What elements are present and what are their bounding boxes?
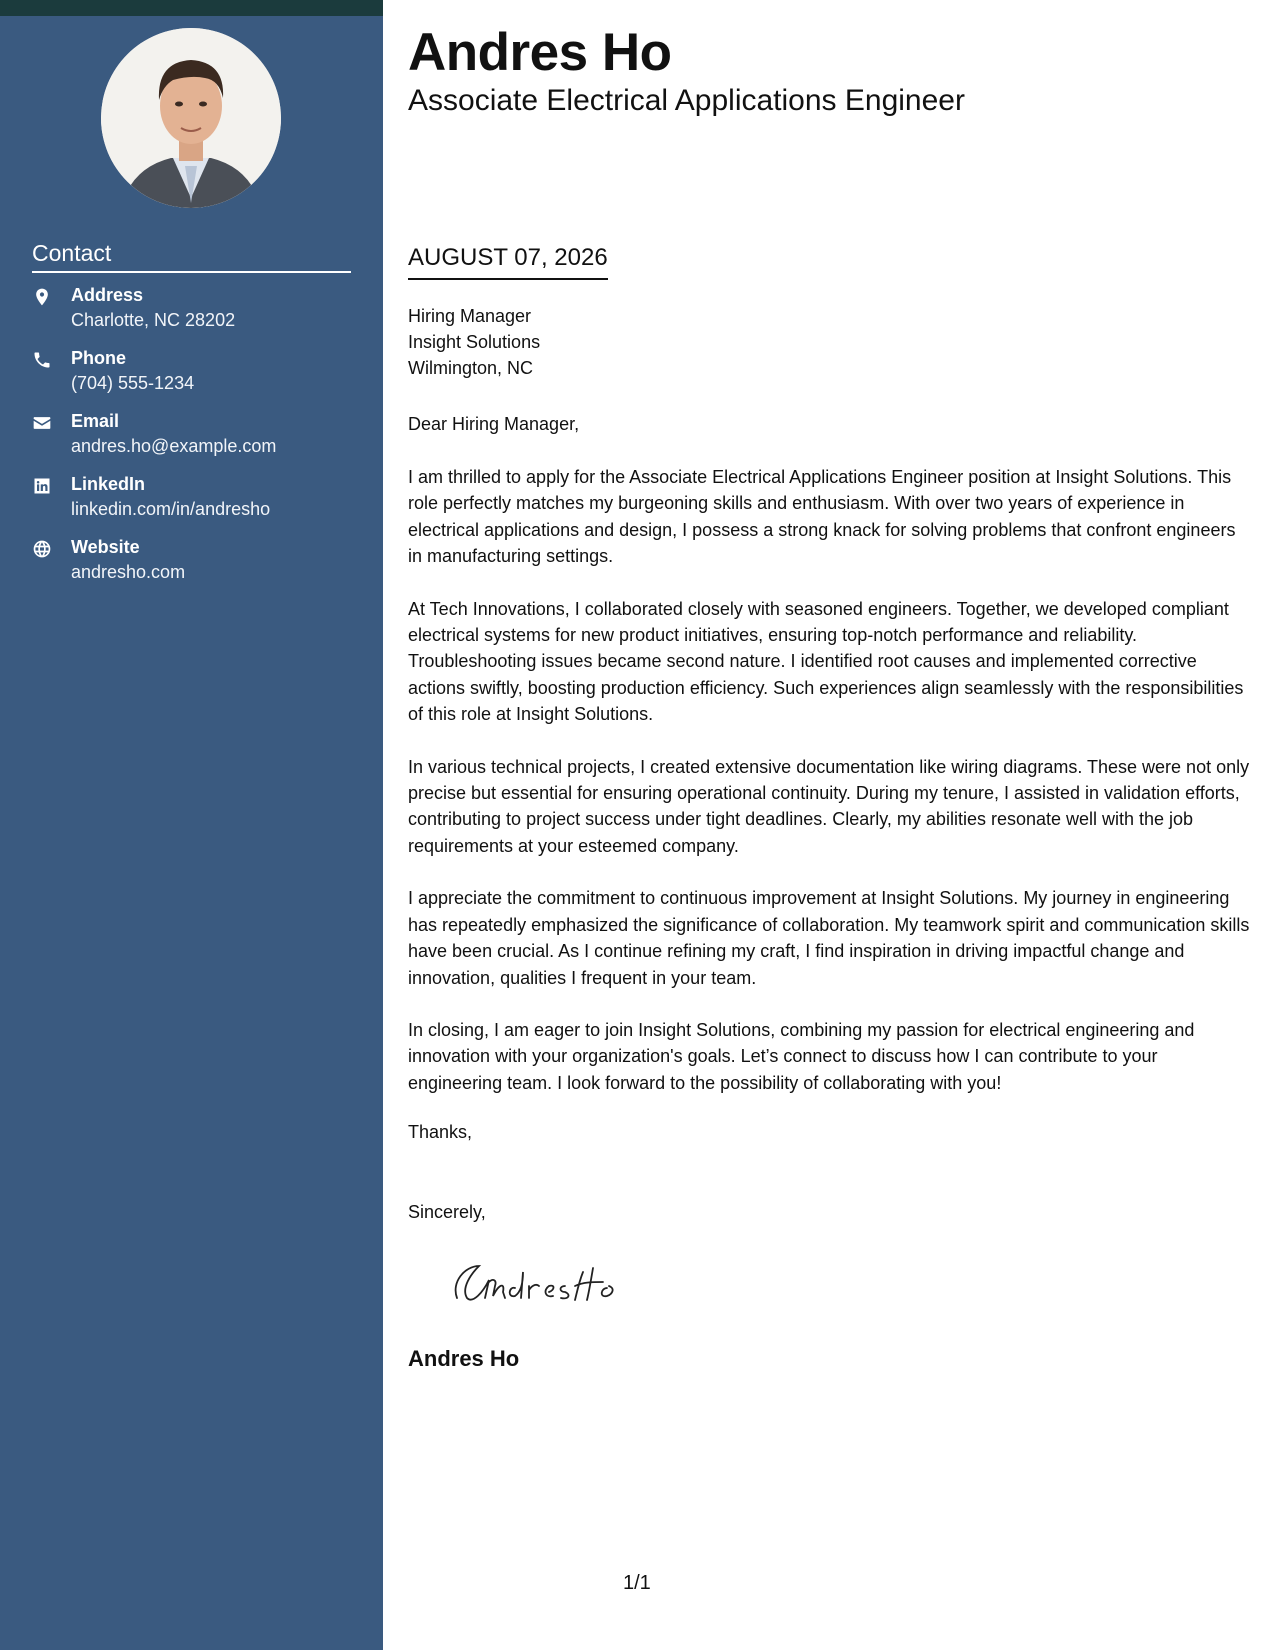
recipient-line: Wilmington, NC [408,358,534,378]
contact-label: Website [71,537,140,557]
contact-heading: Contact [32,240,351,273]
avatar [101,28,281,208]
recipient-line: Hiring Manager [408,306,532,326]
envelope-icon [32,413,54,435]
sidebar [0,0,383,1650]
body-paragraph: In closing, I am eager to join Insight Solutions, combining my passion for electrical engineering and innovation with your organization's goals. Let’s connect to discuss how I can contribute to your engineering team. I look forward to the possibility of collaborating with you! [408,1019,1195,1093]
sidebar-top-bar [0,0,383,16]
phone-icon [32,350,54,372]
contact-label: Email [71,411,120,431]
greeting: Dear Hiring Manager, [408,414,580,434]
contact-label: LinkedIn [71,474,146,494]
recipient-block [408,303,540,381]
globe-icon [32,539,54,561]
contact-item-website [32,537,362,600]
contact-item-email [32,411,362,474]
contact-value: andres.ho@example.com [71,436,277,456]
letter-date: AUGUST 07, 2026 [408,244,608,280]
applicant-name: Andres Ho [408,23,672,82]
contact-list [32,285,362,600]
contact-label: Address [71,285,144,305]
contact-item-address [32,285,362,348]
contact-value: andresho.com [71,562,186,582]
contact-value: Charlotte, NC 28202 [71,310,236,330]
location-pin-icon [32,287,54,309]
handwritten-signature [443,1252,643,1312]
body-paragraph: At Tech Innovations, I collaborated closely with seasoned engineers. Together, we developed compliant electrical systems for new product initiatives, ensuring top-notch performance and reliability. Troubleshooting issues became second nature. I identified root causes and implemented corrective actions swiftly, boosting production efficiency. Such experiences align seamlessly with the responsibilities of this role at Insight Solutions. [408,598,1244,725]
contact-label: Phone [71,348,127,368]
contact-item-linkedin [32,474,362,537]
contact-value: (704) 555-1234 [71,373,195,393]
contact-value: linkedin.com/in/andresho [71,499,271,519]
page-number: 1/1 [623,1572,651,1594]
signature-name: Andres Ho [408,1346,520,1371]
recipient-line: Insight Solutions [408,332,541,352]
closing-thanks: Thanks, [408,1122,473,1142]
closing-sincerely: Sincerely, [408,1202,486,1222]
body-paragraph: I appreciate the commitment to continuous improvement at Insight Solutions. My journey in engineering has repeatedly emphasized the significance of collaboration. My teamwork spirit and communication skills have been crucial. As I continue refining my craft, I find inspiration in driving impactful change and innovation, qualities I frequent in your team. [408,888,1250,988]
linkedin-icon [32,476,54,498]
profile-photo-icon [101,28,281,208]
body-paragraph: I am thrilled to apply for the Associate Electrical Applications Engineer position at Insight Solutions. This role perfectly matches my burgeoning skills and enthusiasm. With over two years of experience in electrical applications and design, I possess a strong knack for solving problems that confront engineers in manufacturing settings. [408,467,1236,567]
letter-body [408,464,1253,1122]
job-title: Associate Electrical Applications Engineer [408,84,965,117]
body-paragraph: In various technical projects, I created extensive documentation like wiring diagrams. These were not only precise but essential for ensuring operational continuity. During my tenure, I assisted in validation efforts, contributing to project success under tight deadlines. Clearly, my abilities resonate well with the job requirements at your esteemed company. [408,756,1250,856]
contact-item-phone [32,348,362,411]
